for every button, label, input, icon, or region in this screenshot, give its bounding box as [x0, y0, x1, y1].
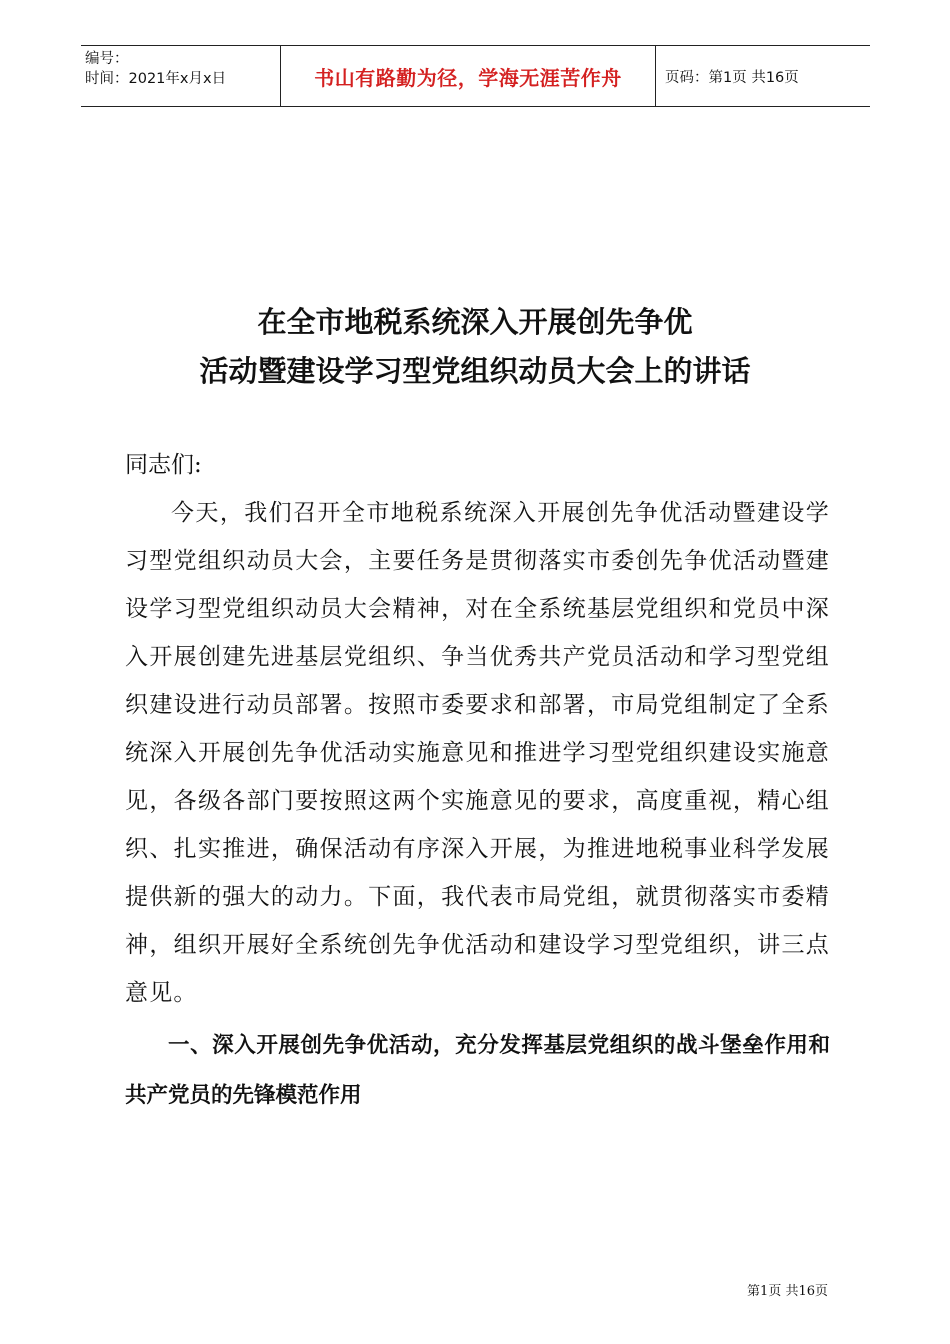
document-title-line-2: 活动暨建设学习型党组织动员大会上的讲话	[199, 354, 751, 388]
document-header	[81, 45, 870, 107]
paragraph-intro: 今天，我们召开全市地税系统深入开展创先争优活动暨建设学习型党组织动员大会，主要任务是贯彻落实市委创先争优活动暨建设学习型党组织动员大会精神，对在全系统基层党组织和党员中深入开展创建先进基层党组织、争当优秀共产党员活动和学习型党组织建设进行动员部署。按照市委要求和部署，市局党组制定了全系统深入开展创先争优活动实施意见和推进学习型党组织建设实施意见，各级各部门要按照这两个实施意见的要求，高度重视，精心组织、扎实推进，确保活动有序深入开展，为推进地税事业科学发展提供新的强大的动力。下面，我代表市局党组，就贯彻落实市委精神，组织开展好全系统创先争优活动和建设学习型党组织，讲三点意见。	[125, 500, 830, 1006]
header-motto: 书山有路勤为径，学海无涯苦作舟	[281, 46, 656, 106]
header-page-info: 页码：第1页 共16页	[665, 69, 799, 86]
header-meta	[81, 46, 281, 106]
document-title-line-1: 在全市地税系统深入开展创先争优	[257, 305, 693, 339]
page-footer: 第1页 共16页	[747, 1284, 828, 1299]
document-body	[125, 441, 830, 1121]
header-number-label: 编号：	[85, 51, 129, 67]
document-title	[0, 298, 950, 396]
salutation: 同志们:	[125, 452, 202, 478]
header-time-label: 时间：2021年x月x日	[85, 71, 227, 87]
section-heading-1: 一、深入开展创先争优活动，充分发挥基层党组织的战斗堡垒作用和共产党员的先锋模范作用	[125, 1033, 830, 1108]
